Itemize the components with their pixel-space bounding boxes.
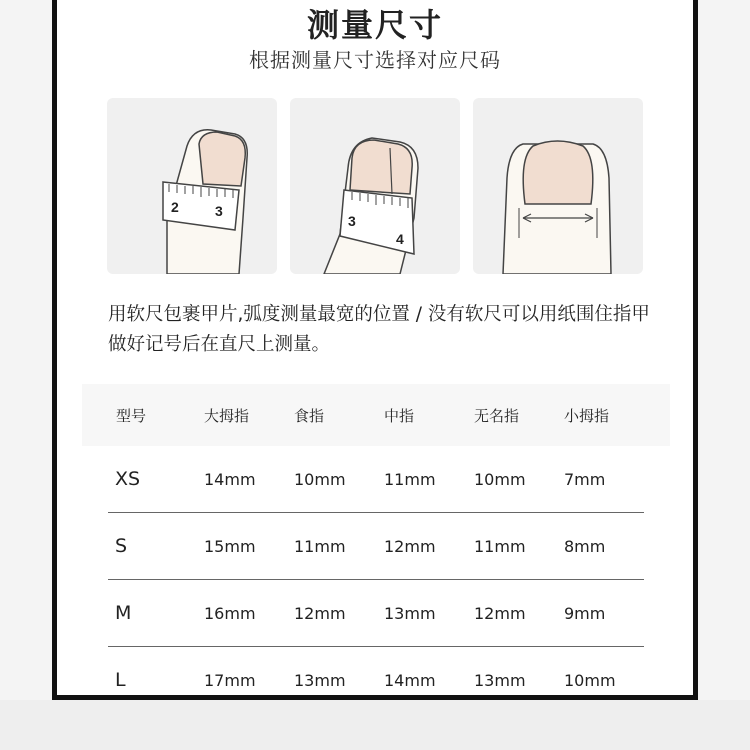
table-cell: 13mm: [294, 670, 346, 690]
table-row: [108, 446, 644, 513]
table-cell: 10mm: [474, 469, 526, 489]
thumb-measure-image: [107, 98, 277, 274]
table-cell: 7mm: [564, 469, 606, 489]
table-row: [108, 580, 644, 647]
header-thumb: 大拇指: [204, 406, 250, 425]
size-label: M: [115, 602, 132, 624]
table-cell: 11mm: [474, 536, 526, 556]
illustration-thumb-measure: [107, 98, 277, 274]
table-cell: 11mm: [384, 469, 436, 489]
size-label: S: [115, 535, 128, 557]
illustration-nail-width: [473, 98, 643, 274]
table-cell: 13mm: [384, 603, 436, 623]
nail-width-image: [473, 98, 643, 274]
header-size: 型号: [116, 406, 147, 425]
header-middle: 中指: [384, 406, 415, 425]
table-cell: 10mm: [564, 670, 616, 690]
finger-mark-2: 4: [396, 231, 404, 247]
table-cell: 8mm: [564, 536, 606, 556]
size-table-header: [82, 384, 670, 446]
table-cell: 9mm: [564, 603, 606, 623]
size-table: [82, 384, 670, 713]
thumb-mark-1: 2: [171, 199, 179, 215]
table-cell: 16mm: [204, 603, 256, 623]
size-label: XS: [115, 468, 141, 490]
header-index: 食指: [294, 406, 325, 425]
size-label: L: [115, 669, 126, 691]
table-cell: 12mm: [294, 603, 346, 623]
illustration-finger-measure: [290, 98, 460, 274]
page-title: 测量尺寸: [306, 6, 443, 44]
table-row: [108, 647, 644, 713]
measurement-instructions: 用软尺包裹甲片,弧度测量最宽的位置 / 没有软尺可以用纸围住指甲做好记号后在直尺上测量。: [108, 304, 650, 355]
table-cell: 13mm: [474, 670, 526, 690]
table-cell: 12mm: [474, 603, 526, 623]
header-pinky: 小拇指: [564, 406, 610, 425]
header-ring: 无名指: [474, 406, 520, 425]
thumb-mark-2: 3: [215, 203, 223, 219]
table-cell: 12mm: [384, 536, 436, 556]
page-subtitle: 根据测量尺寸选择对应尺码: [249, 48, 501, 72]
table-cell: 11mm: [294, 536, 346, 556]
table-row: [108, 513, 644, 580]
table-cell: 14mm: [204, 469, 256, 489]
table-cell: 10mm: [294, 469, 346, 489]
table-cell: 14mm: [384, 670, 436, 690]
table-cell: 15mm: [204, 536, 256, 556]
finger-mark-1: 3: [348, 213, 356, 229]
table-cell: 17mm: [204, 670, 256, 690]
finger-measure-image: [290, 98, 460, 274]
